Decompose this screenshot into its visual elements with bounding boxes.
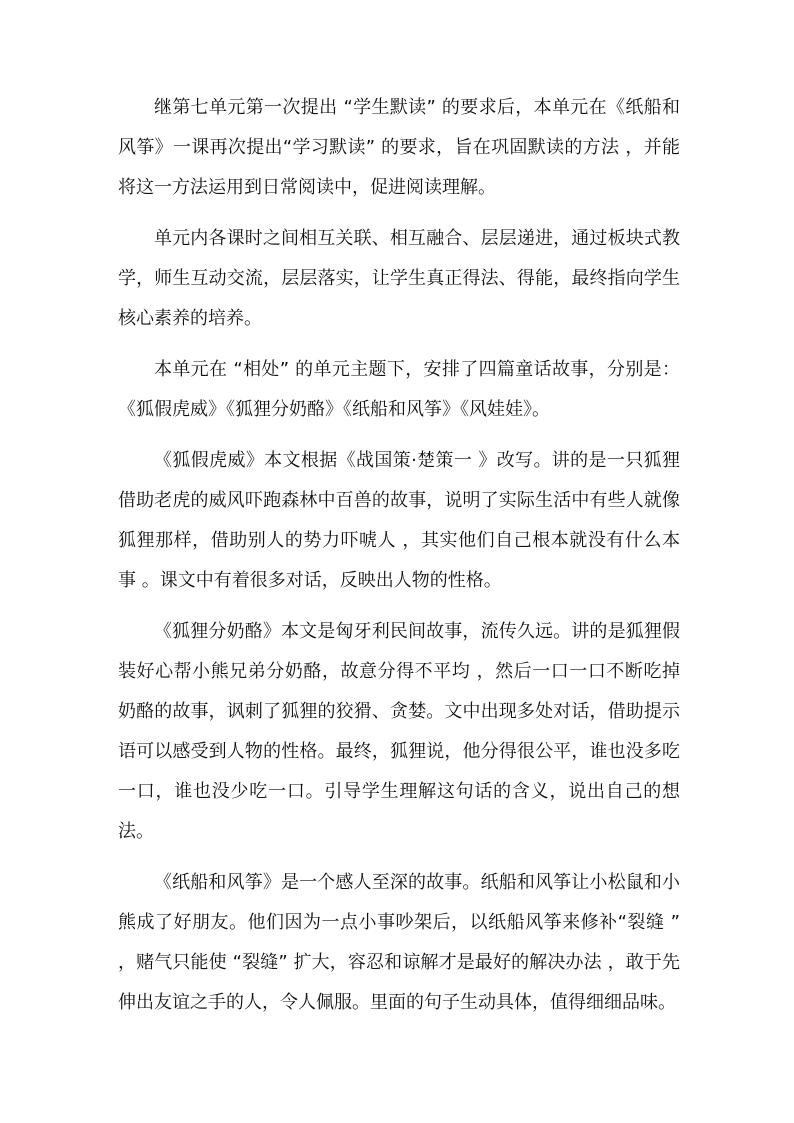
document-body bbox=[118, 88, 680, 1034]
paragraph-unit-structure: 单元内各课时之间相互关联、相互融合、层层递进，通过板块式教学，师生互动交流，层层落实，让学生真正得法、得能，最终指向学生核心素养的培养。 bbox=[118, 228, 680, 329]
paragraph-fox-tiger: 《狐假虎威》本文根据《战国策·楚策一 》改写。讲的是一只狐狸借助老虎的威风吓跑森林中百兽的故事，说明了实际生活中有些人就像狐狸那样，借助别人的势力吓唬人 ，其实他们自己根本就没有什么本事 。课文中有着很多对话，反映出人物的性格。 bbox=[118, 450, 680, 591]
paragraph-fox-cheese: 《狐狸分奶酪》本文是匈牙利民间故事，流传久远。讲的是狐狸假装好心帮小熊兄弟分奶酪，故意分得不平均 ，然后一口一口不断吃掉奶酪的故事，讽刺了狐狸的狡猾、贪婪。文中出现多处对话，借助提示语可以感受到人物的性格。最终，狐狸说，他分得很公平，谁也没多吃一口，谁也没少吃一口。引导学生理解这句话的含义，说出自己的想法。 bbox=[118, 621, 680, 842]
paragraph-silent-reading: 继第七单元第一次提出 “学生默读” 的要求后，本单元在《纸船和风筝》一课再次提出“学习默读” 的要求，旨在巩固默读的方法 ，并能将这一方法运用到日常阅读中，促进阅读理解。 bbox=[118, 97, 680, 198]
paragraph-unit-theme: 本单元在 “相处” 的单元主题下，安排了四篇童话故事，分别是：《狐假虎威》《狐狸分奶酪》《纸船和风筝》《风娃娃》。 bbox=[118, 359, 680, 420]
paragraph-paper-boat-kite: 《纸船和风筝》是一个感人至深的故事。纸船和风筝让小松鼠和小熊成了好朋友。他们因为一点小事吵架后，以纸船风筝来修补“裂缝 ” ，赌气只能使 “裂缝” 扩大，容忍和谅解才是最好的解决办法 ，敢于先伸出友谊之手的人，令人佩服。里面的句子生动具体，值得细细品味。 bbox=[118, 872, 680, 1013]
